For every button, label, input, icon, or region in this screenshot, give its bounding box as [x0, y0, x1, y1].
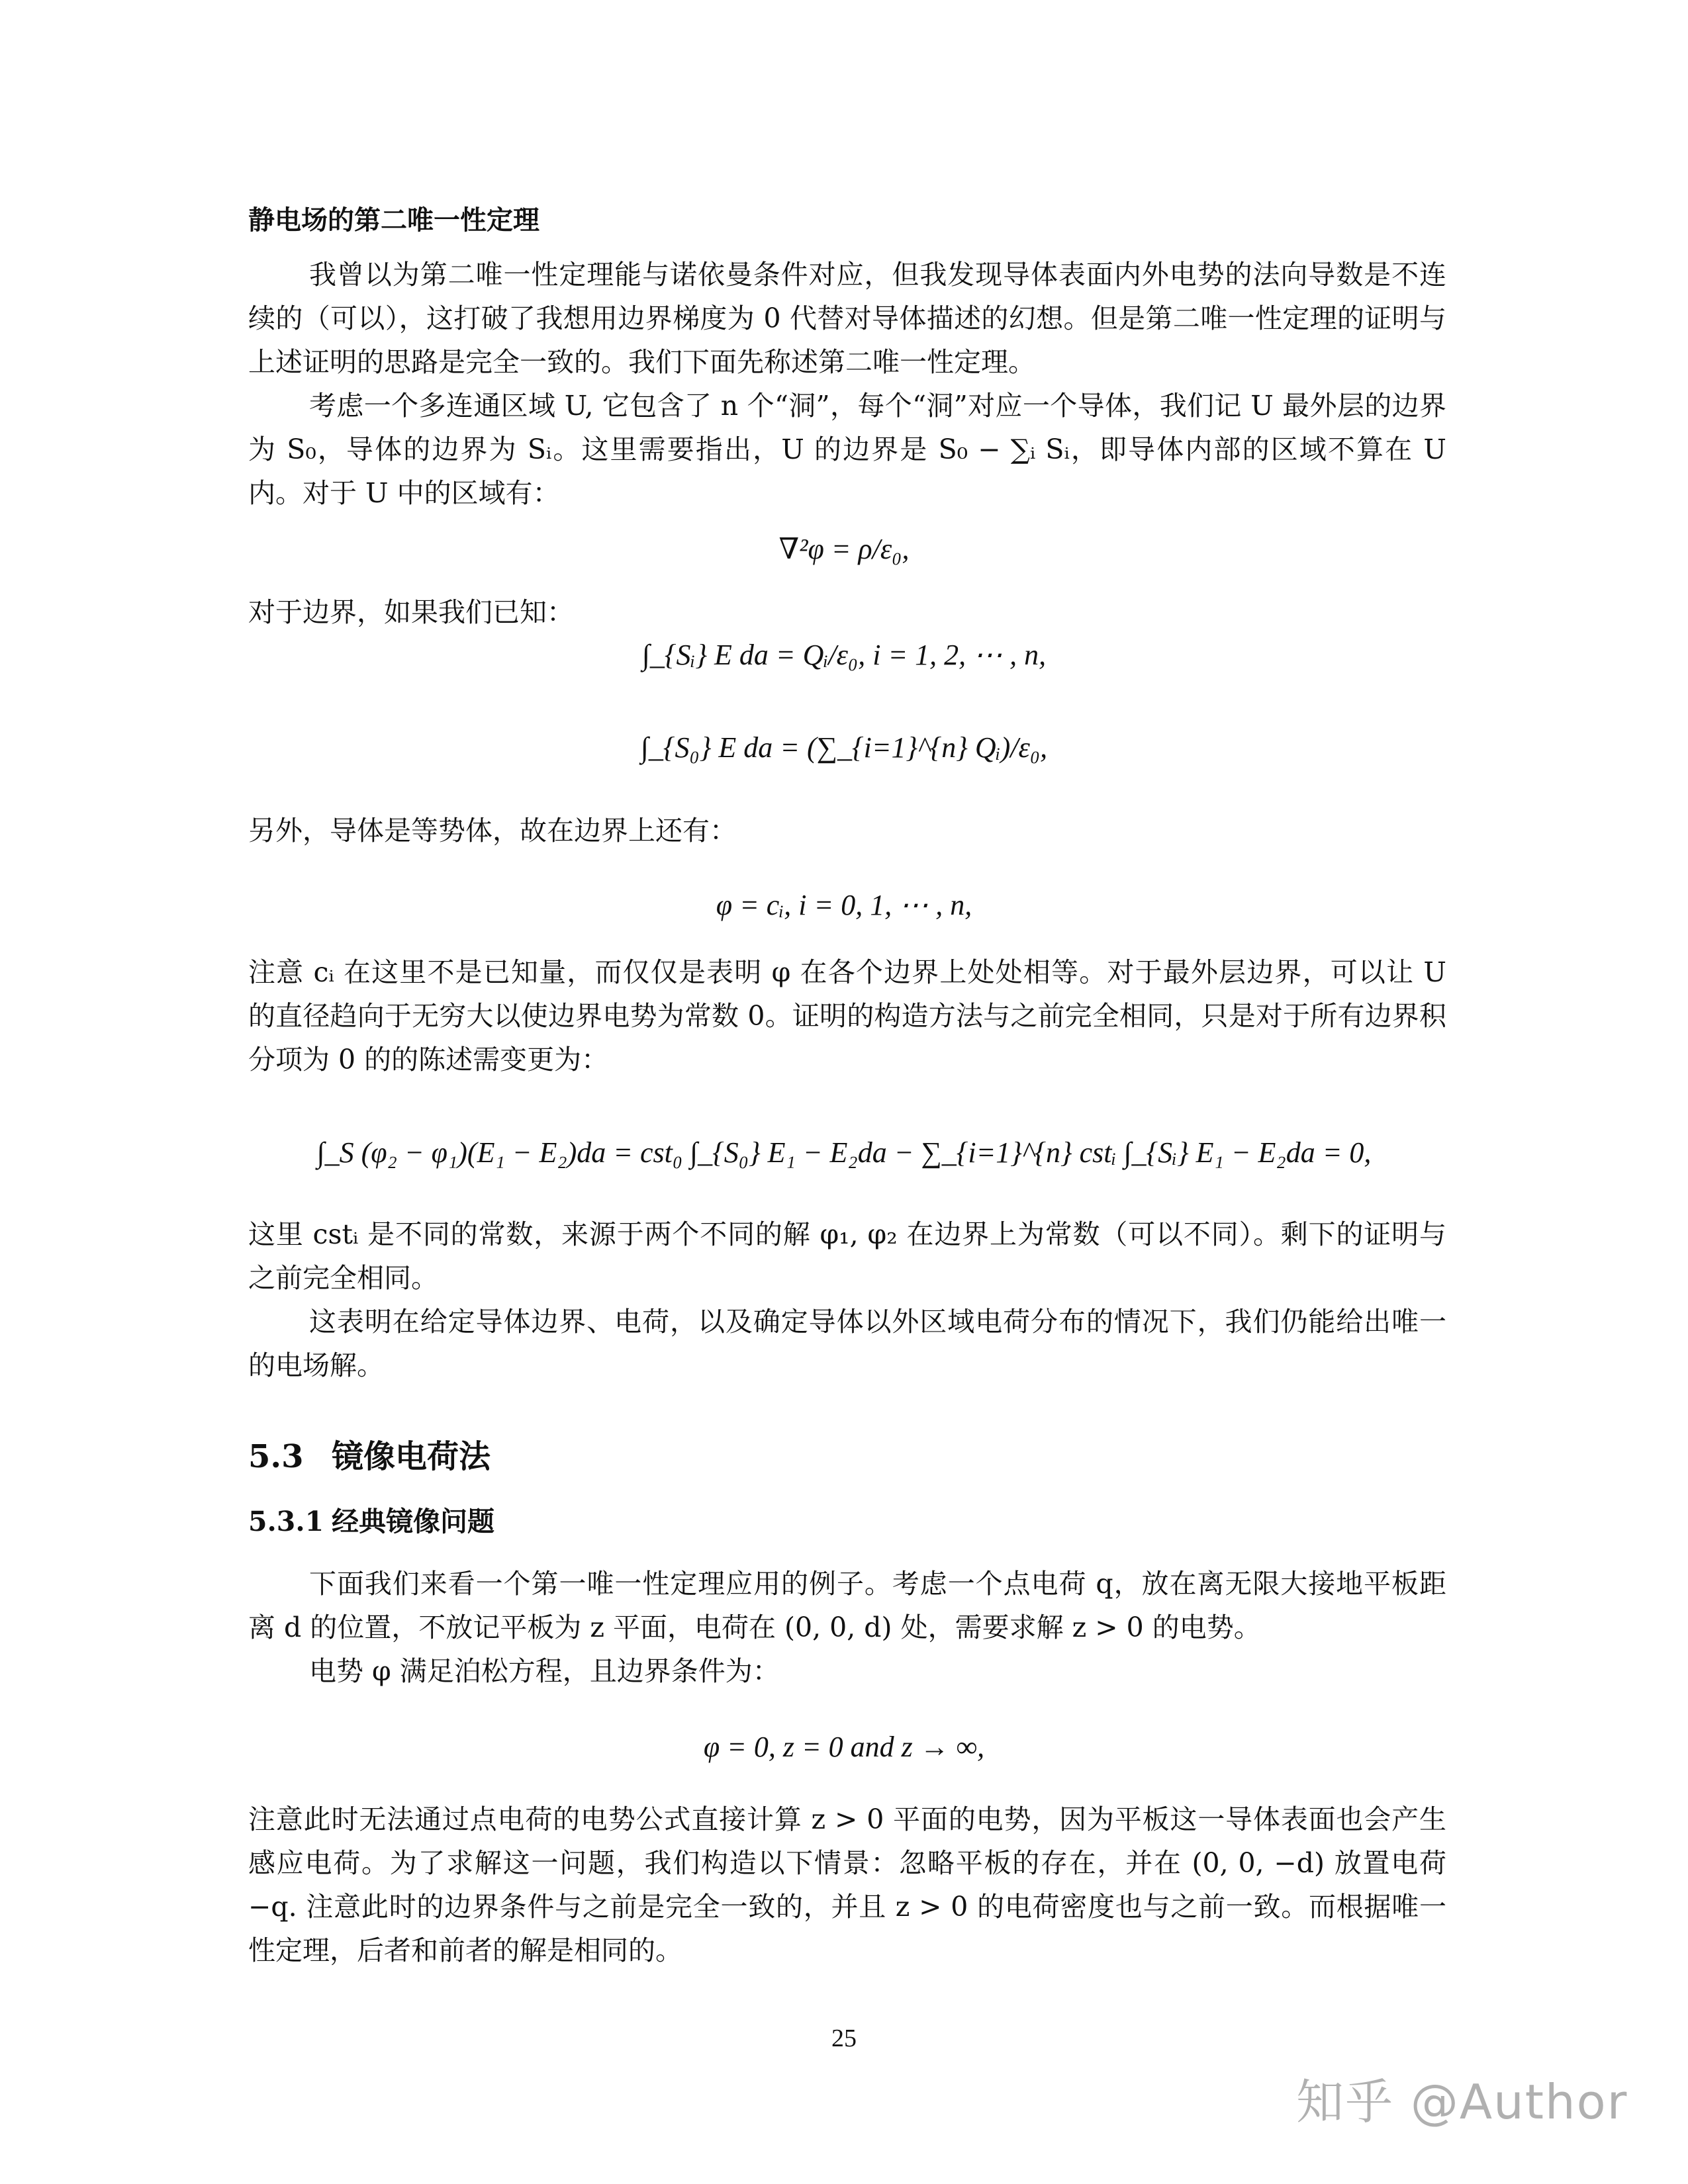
- paragraph-heading: 静电场的第二唯一性定理: [248, 205, 539, 236]
- section-heading: [248, 1435, 1446, 1479]
- paragraph-9: 电势 φ 满足泊松方程，且边界条件为：: [309, 1655, 780, 1687]
- section-title: 镜像电荷法: [332, 1438, 491, 1475]
- equation-boundary-integral: ∫_S (φ₂ − φ₁)(E₁ − E₂)da = cst₀ ∫_{S₀} E₁ − E₂da − ∑_{i=1}^{n} cstᵢ ∫_{Sᵢ} E₁ − E₂da = 0,: [316, 1136, 1372, 1169]
- paragraph-4: 另外，导体是等势体，故在边界上还有：: [248, 815, 737, 846]
- page-number: 25: [831, 2025, 857, 2052]
- equation-flux-outer: ∫_{S₀} E da = (∑_{i=1}^{n} Qᵢ)/ε₀,: [640, 731, 1048, 764]
- paragraph-5: 注意 cᵢ 在这里不是已知量，而仅仅是表明 φ 在各个边界上处处相等。对于最外层边界，可以让 U 的直径趋向于无穷大以使边界电势为常数 0。证明的构造方法与之前完全相同，只是对于所有边界积分项为 0 的的陈述需变更为：: [248, 956, 1446, 1075]
- paragraph-8: 下面我们来看一个第一唯一性定理应用的例子。考虑一个点电荷 q，放在离无限大接地平板距离 d 的位置，不放记平板为 z 平面，电荷在 (0, 0, d) 处，需要求解 z > 0 的电势。: [248, 1568, 1446, 1643]
- subsection-number: 5.3.1: [248, 1506, 324, 1537]
- paragraph-1: 我曾以为第二唯一性定理能与诺依曼条件对应，但我发现导体表面内外电势的法向导数是不连续的（可以），这打破了我想用边界梯度为 0 代替对导体描述的幻想。但是第二唯一性定理的证明与上述证明的思路是完全一致的。我们下面先称述第二唯一性定理。: [248, 259, 1446, 378]
- subsection-heading: [248, 1500, 1446, 1543]
- subsection-title: 经典镜像问题: [332, 1506, 494, 1537]
- section-number: 5.3: [248, 1438, 304, 1475]
- equation-poisson: ∇²φ = ρ/ε₀,: [778, 533, 910, 565]
- paragraph-7: 这表明在给定导体边界、电荷，以及确定导体以外区域电荷分布的情况下，我们仍能给出唯一的电场解。: [248, 1306, 1446, 1381]
- equation-equipotential: φ = cᵢ, i = 0, 1, ⋯ , n,: [716, 889, 972, 921]
- equation-flux-conductors: ∫_{Sᵢ} E da = Qᵢ/ε₀, i = 1, 2, ⋯ , n,: [641, 639, 1047, 671]
- paragraph-2: 考虑一个多连通区域 U, 它包含了 n 个“洞”，每个“洞”对应一个导体，我们记 U 最外层的边界为 S₀，导体的边界为 Sᵢ。这里需要指出，U 的边界是 S₀ − ∑ᵢ Sᵢ，即导体内部的区域不算在 U 内。对于 U 中的区域有：: [248, 390, 1446, 509]
- watermark: 知乎 @Author: [1296, 2074, 1628, 2130]
- paragraph-10: 注意此时无法通过点电荷的电势公式直接计算 z > 0 平面的电势，因为平板这一导体表面也会产生感应电荷。为了求解这一问题，我们构造以下情景：忽略平板的存在，并在 (0, 0, −d) 放置电荷 −q. 注意此时的边界条件与之前是完全一致的，并且 z > 0 的电荷密度也与之前一致。而根据唯一性定理，后者和前者的解是相同的。: [248, 1803, 1446, 1966]
- equation-boundary-conditions: φ = 0, z = 0 and z → ∞,: [703, 1731, 985, 1763]
- paragraph-6: 这里 cstᵢ 是不同的常数，来源于两个不同的解 φ₁, φ₂ 在边界上为常数（可以不同）。剩下的证明与之前完全相同。: [248, 1218, 1446, 1294]
- paragraph-3: 对于边界，如果我们已知：: [248, 596, 574, 628]
